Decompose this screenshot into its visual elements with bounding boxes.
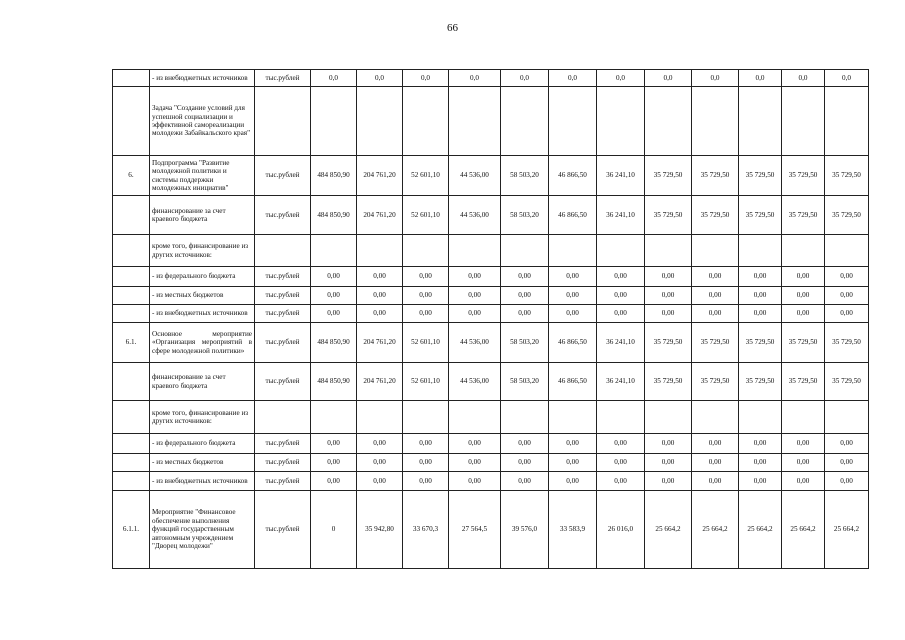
value-cell (739, 401, 782, 434)
value-cell: 46 866,50 (549, 156, 597, 196)
table-row (113, 70, 869, 87)
budget-table (112, 69, 869, 569)
value-cell: 0,00 (645, 305, 692, 323)
value-cell: 0,00 (825, 472, 869, 491)
value-cell (549, 87, 597, 156)
row-index (113, 401, 150, 434)
value-cell (501, 401, 549, 434)
value-cell (357, 401, 403, 434)
value-cell: 44 536,00 (449, 323, 501, 363)
value-cell: 46 866,50 (549, 363, 597, 401)
row-description: финансирование за счет краевого бюджета (150, 196, 255, 235)
value-cell: 0,00 (782, 305, 825, 323)
value-cell: 0,00 (739, 454, 782, 472)
table-body (113, 70, 869, 569)
value-cell: 0,00 (597, 305, 645, 323)
value-cell: 58 503,20 (501, 323, 549, 363)
value-cell: 0,00 (449, 267, 501, 287)
value-cell (825, 401, 869, 434)
row-index (113, 235, 150, 267)
value-cell: 0,00 (739, 305, 782, 323)
value-cell: 0,00 (549, 454, 597, 472)
value-cell: 35 729,50 (645, 323, 692, 363)
value-cell (825, 235, 869, 267)
value-cell (597, 401, 645, 434)
value-cell: 0,00 (311, 287, 357, 305)
row-description: кроме того, финансирование из других источников: (150, 401, 255, 434)
value-cell: 0,00 (357, 434, 403, 454)
value-cell: 0,0 (449, 70, 501, 87)
value-cell: 0,0 (597, 70, 645, 87)
value-cell: 58 503,20 (501, 196, 549, 235)
table-row (113, 235, 869, 267)
value-cell: 35 729,50 (645, 156, 692, 196)
unit-cell (255, 235, 311, 267)
value-cell: 0,00 (825, 267, 869, 287)
value-cell (597, 87, 645, 156)
value-cell: 0,00 (357, 472, 403, 491)
value-cell: 58 503,20 (501, 156, 549, 196)
value-cell (449, 235, 501, 267)
value-cell (692, 87, 739, 156)
value-cell (645, 87, 692, 156)
value-cell (549, 401, 597, 434)
row-index (113, 70, 150, 87)
unit-cell: тыс.рублей (255, 434, 311, 454)
value-cell (403, 87, 449, 156)
value-cell: 46 866,50 (549, 323, 597, 363)
value-cell (739, 235, 782, 267)
value-cell: 0,00 (692, 267, 739, 287)
value-cell: 35 729,50 (645, 363, 692, 401)
value-cell: 0,00 (311, 454, 357, 472)
value-cell (311, 235, 357, 267)
value-cell: 0,00 (739, 287, 782, 305)
value-cell (549, 235, 597, 267)
value-cell: 35 729,50 (739, 196, 782, 235)
unit-cell: тыс.рублей (255, 363, 311, 401)
value-cell: 204 761,20 (357, 323, 403, 363)
value-cell: 35 729,50 (645, 196, 692, 235)
value-cell: 35 729,50 (782, 363, 825, 401)
value-cell (403, 235, 449, 267)
value-cell: 44 536,00 (449, 196, 501, 235)
value-cell (739, 87, 782, 156)
table-row (113, 323, 869, 363)
unit-cell: тыс.рублей (255, 491, 311, 569)
value-cell: 0,00 (311, 305, 357, 323)
value-cell: 0,00 (597, 454, 645, 472)
value-cell: 0,00 (782, 454, 825, 472)
unit-cell (255, 401, 311, 434)
unit-cell: тыс.рублей (255, 287, 311, 305)
value-cell: 52 601,10 (403, 323, 449, 363)
table-row (113, 401, 869, 434)
value-cell: 39 576,0 (501, 491, 549, 569)
value-cell: 0,00 (782, 434, 825, 454)
value-cell: 0,00 (501, 454, 549, 472)
value-cell: 46 866,50 (549, 196, 597, 235)
unit-cell: тыс.рублей (255, 472, 311, 491)
value-cell: 44 536,00 (449, 156, 501, 196)
value-cell: 0,0 (692, 70, 739, 87)
row-description: финансирование за счет краевого бюджета (150, 363, 255, 401)
value-cell: 0,00 (403, 434, 449, 454)
value-cell: 0,00 (825, 434, 869, 454)
value-cell: 0,00 (449, 434, 501, 454)
value-cell: 0,00 (357, 305, 403, 323)
value-cell: 0,00 (782, 287, 825, 305)
value-cell: 204 761,20 (357, 156, 403, 196)
value-cell: 0,00 (501, 434, 549, 454)
value-cell: 0,00 (825, 287, 869, 305)
value-cell (782, 87, 825, 156)
value-cell: 484 850,90 (311, 363, 357, 401)
value-cell: 0,00 (645, 287, 692, 305)
value-cell: 35 729,50 (739, 363, 782, 401)
value-cell: 0,00 (739, 434, 782, 454)
value-cell (403, 401, 449, 434)
value-cell: 35 729,50 (692, 323, 739, 363)
value-cell: 0,00 (645, 267, 692, 287)
row-description: кроме того, финансирование из других источников: (150, 235, 255, 267)
value-cell (311, 401, 357, 434)
row-index (113, 363, 150, 401)
value-cell: 0,00 (692, 472, 739, 491)
value-cell: 0,00 (549, 434, 597, 454)
value-cell: 0,00 (311, 472, 357, 491)
page-number: 66 (447, 22, 458, 34)
value-cell: 0,0 (549, 70, 597, 87)
value-cell: 25 664,2 (825, 491, 869, 569)
unit-cell: тыс.рублей (255, 70, 311, 87)
value-cell: 25 664,2 (739, 491, 782, 569)
value-cell: 36 241,10 (597, 196, 645, 235)
row-index (113, 434, 150, 454)
value-cell: 0,00 (739, 472, 782, 491)
value-cell: 35 729,50 (782, 323, 825, 363)
row-description: Мероприятие "Финансовое обеспечение выполнения функций государственным автономным учреждением "Дворец молодежи" (150, 491, 255, 569)
value-cell: 25 664,2 (782, 491, 825, 569)
unit-cell: тыс.рублей (255, 305, 311, 323)
table-row (113, 434, 869, 454)
value-cell: 0,00 (782, 472, 825, 491)
unit-cell: тыс.рублей (255, 267, 311, 287)
value-cell: 204 761,20 (357, 363, 403, 401)
value-cell: 26 016,0 (597, 491, 645, 569)
value-cell: 0,00 (403, 305, 449, 323)
value-cell: 35 729,50 (825, 323, 869, 363)
value-cell: 33 583,9 (549, 491, 597, 569)
value-cell: 58 503,20 (501, 363, 549, 401)
value-cell: 0,00 (311, 434, 357, 454)
value-cell: 0,00 (357, 267, 403, 287)
value-cell: 36 241,10 (597, 363, 645, 401)
row-description: - из местных бюджетов (150, 287, 255, 305)
value-cell: 0,00 (403, 472, 449, 491)
value-cell: 0,00 (549, 305, 597, 323)
value-cell: 36 241,10 (597, 323, 645, 363)
value-cell: 52 601,10 (403, 363, 449, 401)
value-cell: 52 601,10 (403, 196, 449, 235)
row-index (113, 287, 150, 305)
row-description: - из внебюджетных источников (150, 70, 255, 87)
value-cell: 35 729,50 (739, 323, 782, 363)
value-cell (357, 87, 403, 156)
value-cell: 25 664,2 (645, 491, 692, 569)
value-cell (501, 87, 549, 156)
row-index (113, 87, 150, 156)
value-cell: 35 729,50 (782, 196, 825, 235)
value-cell (357, 235, 403, 267)
table-row (113, 287, 869, 305)
unit-cell (255, 87, 311, 156)
row-description: - из местных бюджетов (150, 454, 255, 472)
row-index (113, 305, 150, 323)
table-row (113, 454, 869, 472)
value-cell: 0,0 (311, 70, 357, 87)
unit-cell: тыс.рублей (255, 454, 311, 472)
value-cell: 35 729,50 (825, 363, 869, 401)
value-cell: 0,00 (782, 267, 825, 287)
value-cell: 35 729,50 (825, 156, 869, 196)
value-cell: 0,00 (597, 472, 645, 491)
value-cell: 0,00 (645, 454, 692, 472)
value-cell: 35 729,50 (692, 156, 739, 196)
value-cell: 33 670,3 (403, 491, 449, 569)
value-cell: 0,0 (739, 70, 782, 87)
row-index: 6.1. (113, 323, 150, 363)
value-cell (782, 401, 825, 434)
table-row (113, 196, 869, 235)
value-cell: 36 241,10 (597, 156, 645, 196)
row-description: Подпрограмма "Развитие молодежной политики и системы поддержки молодежных инициатив" (150, 156, 255, 196)
table-row (113, 267, 869, 287)
value-cell (449, 87, 501, 156)
value-cell: 0,00 (825, 305, 869, 323)
table-row (113, 491, 869, 569)
value-cell: 25 664,2 (692, 491, 739, 569)
value-cell (311, 87, 357, 156)
table-row (113, 305, 869, 323)
table-row (113, 363, 869, 401)
value-cell: 0,00 (403, 267, 449, 287)
value-cell: 0,00 (449, 454, 501, 472)
value-cell: 35 729,50 (739, 156, 782, 196)
value-cell: 0,00 (501, 472, 549, 491)
value-cell: 484 850,90 (311, 156, 357, 196)
value-cell: 0,00 (501, 305, 549, 323)
row-index (113, 454, 150, 472)
value-cell: 484 850,90 (311, 196, 357, 235)
row-description: - из внебюджетных источников (150, 305, 255, 323)
value-cell: 0,0 (825, 70, 869, 87)
value-cell (782, 235, 825, 267)
value-cell: 35 729,50 (782, 156, 825, 196)
row-index: 6.1.1. (113, 491, 150, 569)
unit-cell: тыс.рублей (255, 156, 311, 196)
value-cell: 0,00 (692, 454, 739, 472)
value-cell: 0,0 (403, 70, 449, 87)
row-description: Задача "Создание условий для успешной социализации и эффективной самореализации молодежи Забайкальского края" (150, 87, 255, 156)
value-cell: 484 850,90 (311, 323, 357, 363)
value-cell: 0,0 (782, 70, 825, 87)
row-description: - из федерального бюджета (150, 267, 255, 287)
value-cell: 0,00 (739, 267, 782, 287)
table-row (113, 87, 869, 156)
row-description: Основное мероприятие «Организация мероприятий в сфере молодежной политики» (150, 323, 255, 363)
value-cell: 0,00 (403, 287, 449, 305)
table-row (113, 472, 869, 491)
value-cell: 0,00 (449, 287, 501, 305)
value-cell: 44 536,00 (449, 363, 501, 401)
row-index: 6. (113, 156, 150, 196)
value-cell: 0,00 (449, 472, 501, 491)
value-cell: 0,00 (692, 434, 739, 454)
value-cell: 204 761,20 (357, 196, 403, 235)
value-cell: 35 729,50 (692, 363, 739, 401)
value-cell: 0,00 (645, 434, 692, 454)
value-cell: 35 942,80 (357, 491, 403, 569)
value-cell: 0,00 (549, 287, 597, 305)
value-cell: 0,00 (357, 454, 403, 472)
value-cell (645, 401, 692, 434)
row-index (113, 472, 150, 491)
value-cell: 27 564,5 (449, 491, 501, 569)
value-cell: 0,00 (825, 454, 869, 472)
value-cell: 0,0 (357, 70, 403, 87)
value-cell: 0,00 (692, 305, 739, 323)
value-cell: 0,00 (549, 472, 597, 491)
value-cell: 35 729,50 (692, 196, 739, 235)
value-cell: 0,00 (597, 287, 645, 305)
value-cell: 0,00 (449, 305, 501, 323)
unit-cell: тыс.рублей (255, 196, 311, 235)
value-cell: 0,00 (501, 267, 549, 287)
value-cell (449, 401, 501, 434)
value-cell (825, 87, 869, 156)
row-description: - из федерального бюджета (150, 434, 255, 454)
unit-cell: тыс.рублей (255, 323, 311, 363)
value-cell: 52 601,10 (403, 156, 449, 196)
value-cell (692, 401, 739, 434)
value-cell (597, 235, 645, 267)
value-cell: 0,00 (692, 287, 739, 305)
table-row (113, 156, 869, 196)
value-cell: 0 (311, 491, 357, 569)
value-cell: 35 729,50 (825, 196, 869, 235)
row-index (113, 196, 150, 235)
value-cell: 0,00 (501, 287, 549, 305)
value-cell: 0,00 (645, 472, 692, 491)
value-cell: 0,0 (501, 70, 549, 87)
value-cell: 0,00 (597, 267, 645, 287)
value-cell: 0,00 (311, 267, 357, 287)
value-cell (645, 235, 692, 267)
value-cell: 0,0 (645, 70, 692, 87)
value-cell: 0,00 (357, 287, 403, 305)
value-cell (501, 235, 549, 267)
row-description: - из внебюджетных источников (150, 472, 255, 491)
value-cell: 0,00 (597, 434, 645, 454)
value-cell: 0,00 (403, 454, 449, 472)
row-index (113, 267, 150, 287)
value-cell: 0,00 (549, 267, 597, 287)
value-cell (692, 235, 739, 267)
